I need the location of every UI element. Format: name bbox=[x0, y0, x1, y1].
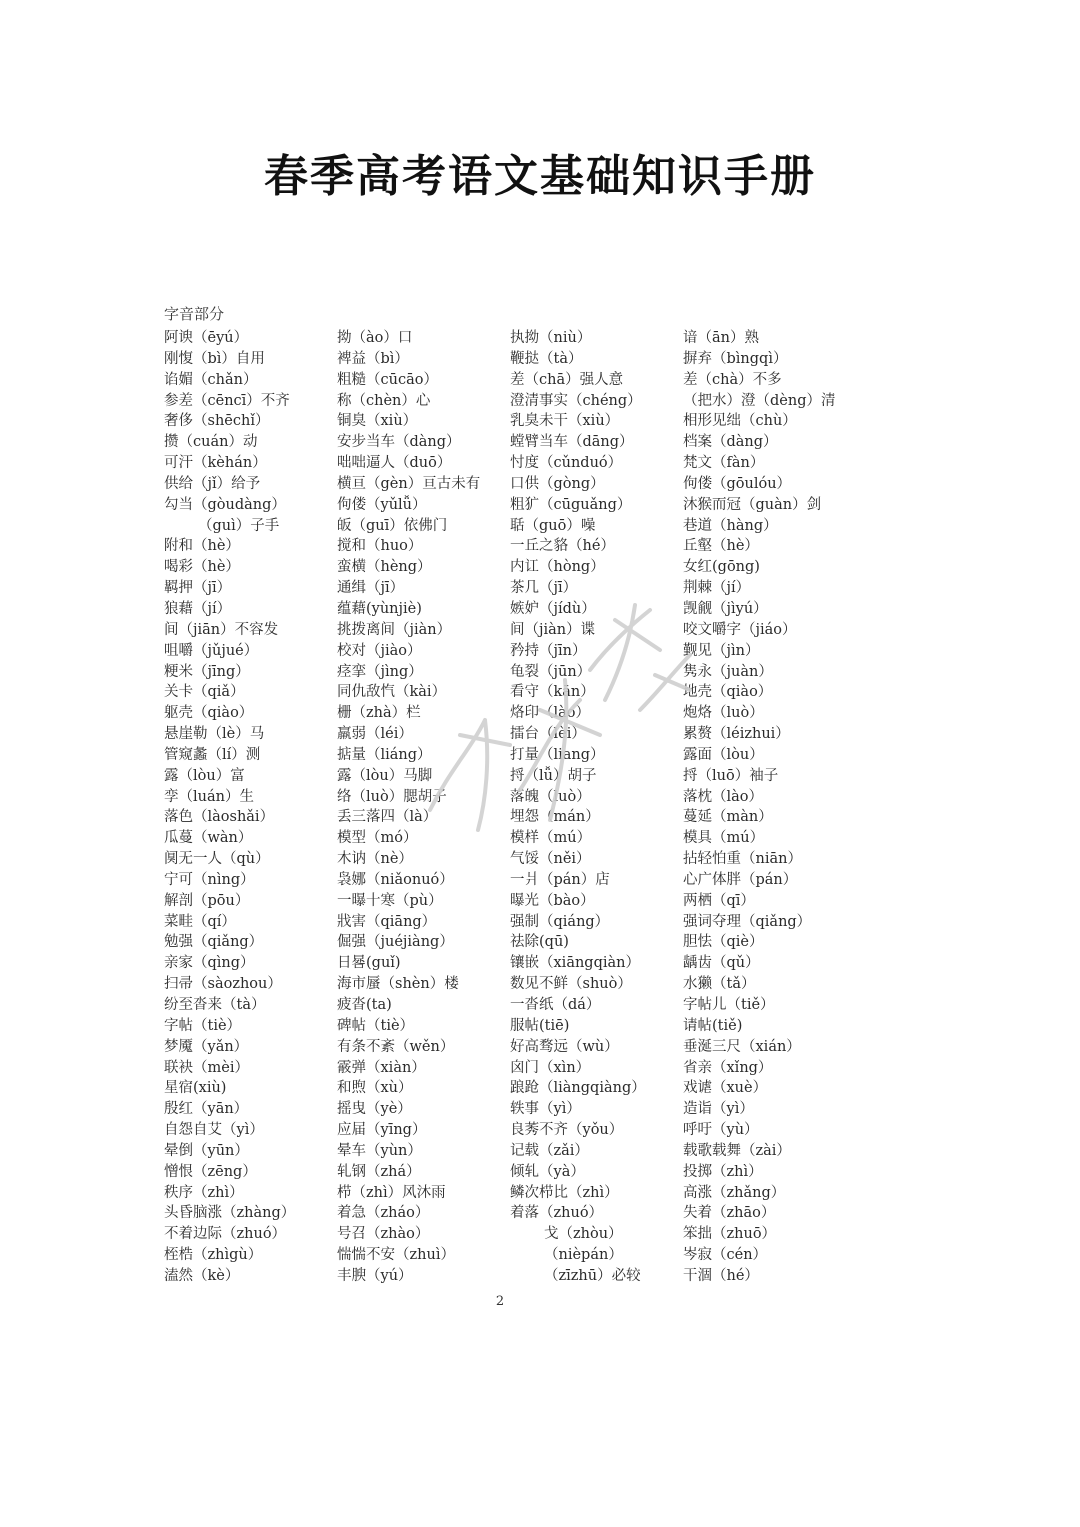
vocab-entry: 隽永（juàn） bbox=[683, 663, 773, 680]
vocab-entry: （nièpán） bbox=[544, 1247, 623, 1264]
vocab-entry: 联袂（mèi） bbox=[164, 1059, 249, 1076]
vocab-entry: 奢侈（shēchǐ） bbox=[164, 413, 270, 430]
column-2 bbox=[337, 328, 507, 1287]
vocab-entry: 模型（mó） bbox=[337, 830, 418, 847]
page-title: 春季高考语文基础知识手册 bbox=[264, 151, 816, 202]
vocab-entry: 挑拨离间（jiàn） bbox=[337, 621, 452, 638]
vocab-entry: （zīzhū）必较 bbox=[544, 1267, 641, 1284]
vocab-entry: 摇曳（yè） bbox=[337, 1101, 412, 1118]
vocab-entry: 模样（mú） bbox=[510, 830, 592, 847]
vocab-entry: 阿谀（ēyú） bbox=[164, 330, 249, 346]
vocab-entry: 晕倒（yūn） bbox=[164, 1142, 249, 1159]
vocab-entry: 巷道（hàng） bbox=[683, 517, 778, 534]
vocab-entry: 瓜蔓（wàn） bbox=[164, 830, 253, 847]
vocab-entry: 露面（lòu） bbox=[683, 746, 764, 763]
vocab-entry: 宁可（nìng） bbox=[164, 871, 255, 888]
vocab-entry: 矜持（jīn） bbox=[510, 642, 587, 659]
vocab-entry: 羁押（jī） bbox=[164, 580, 232, 597]
vocab-entry: 咄咄逼人（duō） bbox=[337, 455, 452, 472]
vocab-entry: 忖度（cǔnduó） bbox=[510, 455, 623, 472]
vocab-entry: 镶嵌（xiāngqiàn） bbox=[510, 955, 640, 972]
vocab-entry: 差（chā）强人意 bbox=[510, 371, 624, 388]
vocab-entry: 呼吁（yù） bbox=[683, 1122, 759, 1139]
vocab-entry: 安步当车（dàng） bbox=[337, 434, 461, 451]
vocab-entry: 字帖儿（tiě） bbox=[683, 997, 775, 1013]
vocab-entry: 倔强（juéjiàng） bbox=[337, 934, 454, 951]
vocab-entry: 埋怨（mán） bbox=[510, 809, 600, 826]
vocab-entry: 龋齿（qǔ） bbox=[683, 955, 760, 972]
vocab-entry: 高涨（zhǎng） bbox=[683, 1184, 786, 1201]
vocab-entry: 附和（hè） bbox=[164, 538, 240, 555]
vocab-entry: 相形见绌（chù） bbox=[683, 413, 797, 430]
vocab-entry: 丘壑（hè） bbox=[683, 538, 759, 555]
vocab-entry: 有条不紊（wěn） bbox=[337, 1038, 455, 1055]
vocab-entry: 丢三落四（là） bbox=[337, 809, 438, 826]
vocab-entry: 鞭挞（tà） bbox=[510, 350, 583, 367]
vocab-entry: 露（lòu）富 bbox=[164, 767, 245, 784]
vocab-entry: 解剖（pōu） bbox=[164, 892, 250, 909]
vocab-entry: 省亲（xǐng） bbox=[683, 1059, 773, 1076]
vocab-entry: 菜畦（qí） bbox=[164, 913, 236, 930]
vocab-entry: 模具（mú） bbox=[683, 830, 765, 847]
vocab-entry: 袅娜（niǎonuó） bbox=[337, 871, 454, 888]
column-4 bbox=[683, 328, 853, 1287]
vocab-entry: 供给（jǐ）给予 bbox=[164, 475, 261, 492]
vocab-entry: 一爿（pán）店 bbox=[510, 871, 610, 888]
vocab-entry: 勾当（gòudàng） bbox=[164, 496, 286, 513]
vocab-entry: 捋（lǚ）胡子 bbox=[510, 767, 597, 784]
vocab-entry: 打量（liang） bbox=[510, 746, 605, 763]
vocab-entry: 戏谑（xuè） bbox=[683, 1080, 768, 1097]
vocab-entry: 痉挛（jìng） bbox=[337, 663, 423, 680]
vocab-entry: 络（luò）腮胡子 bbox=[337, 788, 447, 805]
vocab-entry: 掂量（liáng） bbox=[337, 746, 432, 763]
vocab-entry: 水獭（tǎ） bbox=[683, 976, 756, 993]
vocab-entry: 木讷（nè） bbox=[337, 851, 413, 868]
vocab-entry: 丰腴（yú） bbox=[337, 1267, 413, 1284]
vocab-entry: 亲家（qìng） bbox=[164, 955, 255, 972]
vocab-entry: 梵文（fàn） bbox=[683, 455, 765, 472]
vocab-entry: 校对（jiào） bbox=[337, 642, 422, 659]
vocab-entry: 炮烙（luò） bbox=[683, 705, 764, 722]
vocab-entry: 羸弱（léi） bbox=[337, 726, 413, 743]
vocab-entry: 好高骛远（wù） bbox=[510, 1038, 619, 1055]
vocab-entry: 殷红（yān） bbox=[164, 1101, 249, 1118]
vocab-entry: 踉跄（liàngqiàng） bbox=[510, 1080, 646, 1097]
vocab-entry: 不着边际（zhuó） bbox=[164, 1226, 287, 1243]
vocab-entry: 蛮横（hèng） bbox=[337, 559, 432, 576]
vocab-entry: 轶事（yì） bbox=[510, 1101, 581, 1118]
vocab-entry: 谄媚（chǎn） bbox=[164, 371, 258, 388]
vocab-entry: 攒（cuán）动 bbox=[164, 434, 258, 451]
vocab-entry: 刚愎（bì）自用 bbox=[164, 350, 265, 367]
vocab-entry: 内讧（hòng） bbox=[510, 559, 605, 576]
section-heading: 字音部分 bbox=[164, 305, 225, 323]
vocab-entry: 疲沓(ta) bbox=[337, 997, 392, 1013]
vocab-entry: 心广体胖（pán） bbox=[683, 871, 798, 888]
vocab-entry: 晕车（yùn） bbox=[337, 1142, 422, 1159]
vocab-entry: 纷至沓来（tà） bbox=[164, 997, 266, 1013]
vocab-entry: 干涸（hé） bbox=[683, 1267, 759, 1284]
vocab-entry: 祛除(qū) bbox=[510, 934, 569, 951]
vocab-entry: 良莠不齐（yǒu） bbox=[510, 1122, 624, 1139]
vocab-entry: 粗犷（cūguǎng） bbox=[510, 496, 632, 513]
vocab-entry: 看守（kān） bbox=[510, 684, 595, 701]
vocab-entry: 勉强（qiǎng） bbox=[164, 934, 264, 951]
vocab-entry: 管窥蠡（lí）测 bbox=[164, 746, 261, 763]
vocab-entry: 拈轻怕重（niān） bbox=[683, 851, 802, 868]
vocab-entry: 强制（qiáng） bbox=[510, 913, 610, 930]
vocab-entry: 栉（zhì）风沐雨 bbox=[337, 1184, 446, 1201]
vocab-entry: （guì）子手 bbox=[198, 517, 280, 534]
vocab-entry: 着急（zháo） bbox=[337, 1205, 430, 1222]
vocab-entry: 螳臂当车（dāng） bbox=[510, 434, 634, 451]
vocab-entry: 轧钢（zhá） bbox=[337, 1163, 421, 1180]
vocab-entry: 栅（zhà）栏 bbox=[337, 705, 421, 722]
vocab-entry: 两栖（qī） bbox=[683, 892, 755, 909]
vocab-entry: 嫉妒（jídù） bbox=[510, 600, 596, 617]
vocab-entry: 梦魇（yǎn） bbox=[164, 1038, 249, 1055]
page-number: 2 bbox=[495, 1294, 505, 1309]
vocab-entry: 佝偻（yǔlǚ） bbox=[337, 496, 427, 513]
vocab-entry: 曝光（bào） bbox=[510, 892, 595, 909]
vocab-entry: 号召（zhào） bbox=[337, 1226, 430, 1243]
vocab-entry: 扫帚（sàozhou） bbox=[164, 976, 282, 993]
vocab-entry: 憎恨（zēng） bbox=[164, 1163, 257, 1180]
vocab-entry: 佝偻（gōulóu） bbox=[683, 475, 792, 492]
vocab-entry: 拗（ào）口 bbox=[337, 330, 413, 346]
vocab-entry: 囟门（xìn） bbox=[510, 1059, 591, 1076]
vocab-entry: 狼藉（jí） bbox=[164, 600, 232, 617]
vocab-entry: 服帖(tiē) bbox=[510, 1017, 570, 1034]
vocab-entry: （把水）澄（dèng）清 bbox=[683, 392, 836, 409]
column-1 bbox=[164, 328, 334, 1287]
vocab-entry: 霰弹（xiàn） bbox=[337, 1059, 426, 1076]
vocab-entry: 悬崖勒（lè）马 bbox=[164, 726, 265, 743]
vocab-entry: 碑帖（tiè） bbox=[337, 1017, 415, 1034]
vocab-entry: 一丘之貉（hé） bbox=[510, 538, 615, 555]
vocab-entry: 口供（gòng） bbox=[510, 475, 605, 492]
vocab-entry: 躯壳（qiào） bbox=[164, 705, 254, 722]
vocab-entry: 溘然（kè） bbox=[164, 1267, 240, 1284]
vocab-entry: 阒无一人（qù） bbox=[164, 851, 270, 868]
vocab-entry: 龟裂（jūn） bbox=[510, 663, 592, 680]
vocab-entry: 铜臭（xiù） bbox=[337, 413, 418, 430]
vocab-entry: 茶几（jī） bbox=[510, 580, 578, 597]
vocab-entry: 岑寂（cén） bbox=[683, 1247, 768, 1264]
vocab-entry: 横亘（gèn）亘古未有 bbox=[337, 475, 481, 492]
vocab-entry: 一曝十寒（pù） bbox=[337, 892, 443, 909]
vocab-entry: 差（chà）不多 bbox=[683, 371, 782, 388]
vocab-entry: 摒弃（bìngqì） bbox=[683, 350, 788, 367]
vocab-entry: 垂涎三尺（xián） bbox=[683, 1038, 801, 1055]
vocab-entry: 秩序（zhì） bbox=[164, 1184, 244, 1201]
vocab-entry: 请帖(tiě) bbox=[683, 1017, 743, 1034]
vocab-entry: 咀嚼（jǔjué） bbox=[164, 642, 259, 659]
vocab-entry: 觊觎（jìyú） bbox=[683, 600, 768, 617]
column-3 bbox=[510, 328, 680, 1287]
vocab-entry: 沐猴而冠（guàn）剑 bbox=[683, 496, 822, 513]
vocab-entry: 落色（làoshǎi） bbox=[164, 809, 275, 826]
vocab-entry: 落枕（lào） bbox=[683, 788, 764, 805]
vocab-entry: 戈（zhòu） bbox=[544, 1226, 623, 1243]
vocab-entry: 笨拙（zhuō） bbox=[683, 1226, 777, 1243]
vocab-entry: 执拗（niù） bbox=[510, 330, 592, 346]
vocab-entry: 可汗（kèhán） bbox=[164, 455, 267, 472]
vocab-entry: 鳞次栉比（zhì） bbox=[510, 1184, 619, 1201]
vocab-entry: 日晷(guǐ) bbox=[337, 955, 401, 972]
vocab-entry: 粗糙（cūcāo） bbox=[337, 371, 438, 388]
vocab-entry: 一沓纸（dá） bbox=[510, 997, 601, 1013]
vocab-entry: 荆棘（jí） bbox=[683, 580, 751, 597]
vocab-entry: 乳臭未干（xiù） bbox=[510, 413, 620, 430]
vocab-entry: 澄清事实（chéng） bbox=[510, 392, 642, 409]
vocab-entry: 头昏脑涨（zhàng） bbox=[164, 1205, 296, 1222]
vocab-entry: 同仇敌忾（kài） bbox=[337, 684, 447, 701]
vocab-entry: 皈（guī）依佛门 bbox=[337, 517, 448, 534]
vocab-entry: 烙印（lào） bbox=[510, 705, 591, 722]
vocab-entry: 地壳（qiào） bbox=[683, 684, 773, 701]
vocab-entry: 应届（yīng） bbox=[337, 1122, 427, 1139]
vocab-entry: 着落（zhuó） bbox=[510, 1205, 604, 1222]
vocab-entry: 露（lòu）马脚 bbox=[337, 767, 433, 784]
vocab-entry: 失着（zhāo） bbox=[683, 1205, 776, 1222]
vocab-entry: 聒（guō）噪 bbox=[510, 517, 596, 534]
vocab-entry: 记载（zǎi） bbox=[510, 1142, 589, 1159]
vocab-entry: 捋（luō）袖子 bbox=[683, 767, 779, 784]
vocab-entry: 气馁（něi） bbox=[510, 851, 591, 868]
vocab-entry: 载歌载舞（zài） bbox=[683, 1142, 791, 1159]
vocab-entry: 自怨自艾（yì） bbox=[164, 1122, 264, 1139]
vocab-entry: 间（jiàn）谍 bbox=[510, 621, 596, 638]
vocab-entry: 谙（ān）熟 bbox=[683, 330, 759, 346]
vocab-entry: 裨益（bì） bbox=[337, 350, 409, 367]
vocab-entry: 强词夺理（qiǎng） bbox=[683, 913, 812, 930]
pronunciation-columns bbox=[164, 328, 864, 1298]
vocab-entry: 觐见（jìn） bbox=[683, 642, 760, 659]
vocab-entry: 搅和（huo） bbox=[337, 538, 423, 555]
vocab-entry: 称（chèn）心 bbox=[337, 392, 431, 409]
vocab-entry: 关卡（qiǎ） bbox=[164, 684, 245, 701]
vocab-entry: 喝彩（hè） bbox=[164, 559, 240, 576]
vocab-entry: 胆怯（qiè） bbox=[683, 934, 764, 951]
vocab-entry: 咬文嚼字（jiáo） bbox=[683, 621, 797, 638]
vocab-entry: 间（jiān）不容发 bbox=[164, 621, 279, 638]
vocab-entry: 桎梏（zhìgù） bbox=[164, 1247, 263, 1264]
vocab-entry: 孪（luán）生 bbox=[164, 788, 254, 805]
vocab-entry: 戕害（qiāng） bbox=[337, 913, 437, 930]
vocab-entry: 粳米（jīng） bbox=[164, 663, 250, 680]
vocab-entry: 数见不鲜（shuò） bbox=[510, 976, 632, 993]
vocab-entry: 海市蜃（shèn）楼 bbox=[337, 976, 459, 993]
vocab-entry: 惴惴不安（zhuì） bbox=[337, 1247, 455, 1264]
vocab-entry: 字帖（tiè） bbox=[164, 1017, 242, 1034]
vocab-entry: 档案（dàng） bbox=[683, 434, 778, 451]
vocab-entry: 累赘（léizhui） bbox=[683, 726, 790, 743]
vocab-entry: 投掷（zhì） bbox=[683, 1163, 763, 1180]
vocab-entry: 星宿(xiù) bbox=[164, 1080, 227, 1097]
vocab-entry: 和煦（xù） bbox=[337, 1080, 413, 1097]
vocab-entry: 通缉（jī） bbox=[337, 580, 405, 597]
vocab-entry: 参差（cēncī）不齐 bbox=[164, 392, 290, 409]
vocab-entry: 造诣（yì） bbox=[683, 1101, 754, 1118]
vocab-entry: 倾轧（yà） bbox=[510, 1163, 585, 1180]
vocab-entry: 擂台（lèi） bbox=[510, 726, 586, 743]
vocab-entry: 蕴藉(yùnjiè) bbox=[337, 600, 422, 617]
vocab-entry: 蔓延（màn） bbox=[683, 809, 773, 826]
vocab-entry: 落魄（luò） bbox=[510, 788, 591, 805]
vocab-entry: 女红(gōng) bbox=[683, 559, 760, 576]
